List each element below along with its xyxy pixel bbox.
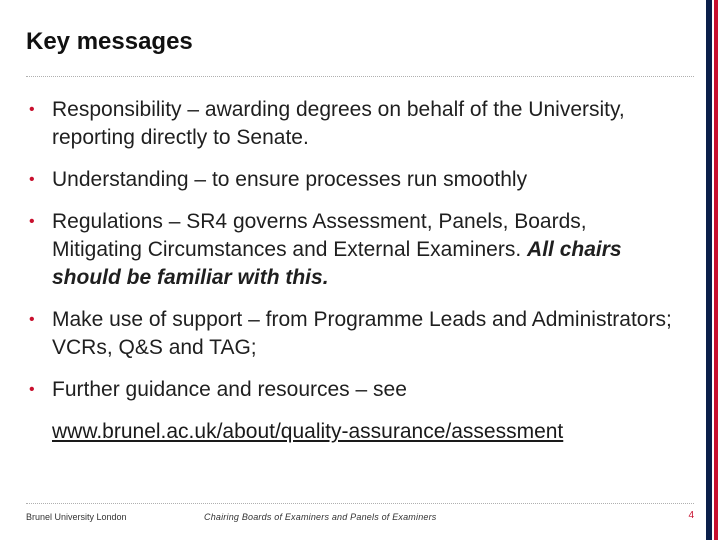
footer-course-title: Chairing Boards of Examiners and Panels of Examiners bbox=[204, 512, 437, 522]
bullet-emphasis-text: All chairs should be familiar with this. bbox=[52, 238, 622, 289]
bullet-dot-icon: • bbox=[29, 213, 35, 230]
resource-link-row bbox=[52, 418, 563, 446]
right-edge-red-bar bbox=[714, 0, 718, 540]
slide-footer bbox=[26, 503, 694, 526]
bullet-item bbox=[26, 96, 676, 152]
bullet-dot-icon: • bbox=[29, 171, 35, 188]
bullet-dot-icon: • bbox=[29, 311, 35, 328]
bullet-text: Responsibility – awarding degrees on behalf of the University, reporting directly to Senate. bbox=[52, 98, 625, 149]
bullet-text: Further guidance and resources – see bbox=[52, 378, 407, 401]
bullet-text-container bbox=[52, 208, 676, 292]
assessment-resources-link[interactable]: www.brunel.ac.uk/about/quality-assurance/assessment bbox=[52, 420, 564, 443]
bullet-item bbox=[26, 166, 676, 194]
bullet-item bbox=[26, 208, 676, 292]
slide-title: Key messages bbox=[26, 28, 193, 55]
right-edge-navy-bar bbox=[706, 0, 712, 540]
bullet-dot-icon: • bbox=[29, 101, 35, 118]
bullet-item bbox=[26, 376, 676, 404]
bullet-text: Understanding – to ensure processes run smoothly bbox=[52, 168, 528, 191]
bullet-item bbox=[26, 306, 676, 362]
bullet-dot-icon: • bbox=[29, 381, 35, 398]
bullet-list bbox=[26, 96, 676, 418]
footer-institution: Brunel University London bbox=[26, 512, 127, 522]
bullet-text: Regulations – SR4 governs Assessment, Panels, Boards, Mitigating Circumstances and External Examiners. bbox=[52, 210, 587, 261]
title-divider bbox=[26, 76, 694, 77]
bullet-text: Make use of support – from Programme Leads and Administrators; VCRs, Q&S and TAG; bbox=[52, 308, 672, 359]
page-number: 4 bbox=[688, 510, 694, 521]
